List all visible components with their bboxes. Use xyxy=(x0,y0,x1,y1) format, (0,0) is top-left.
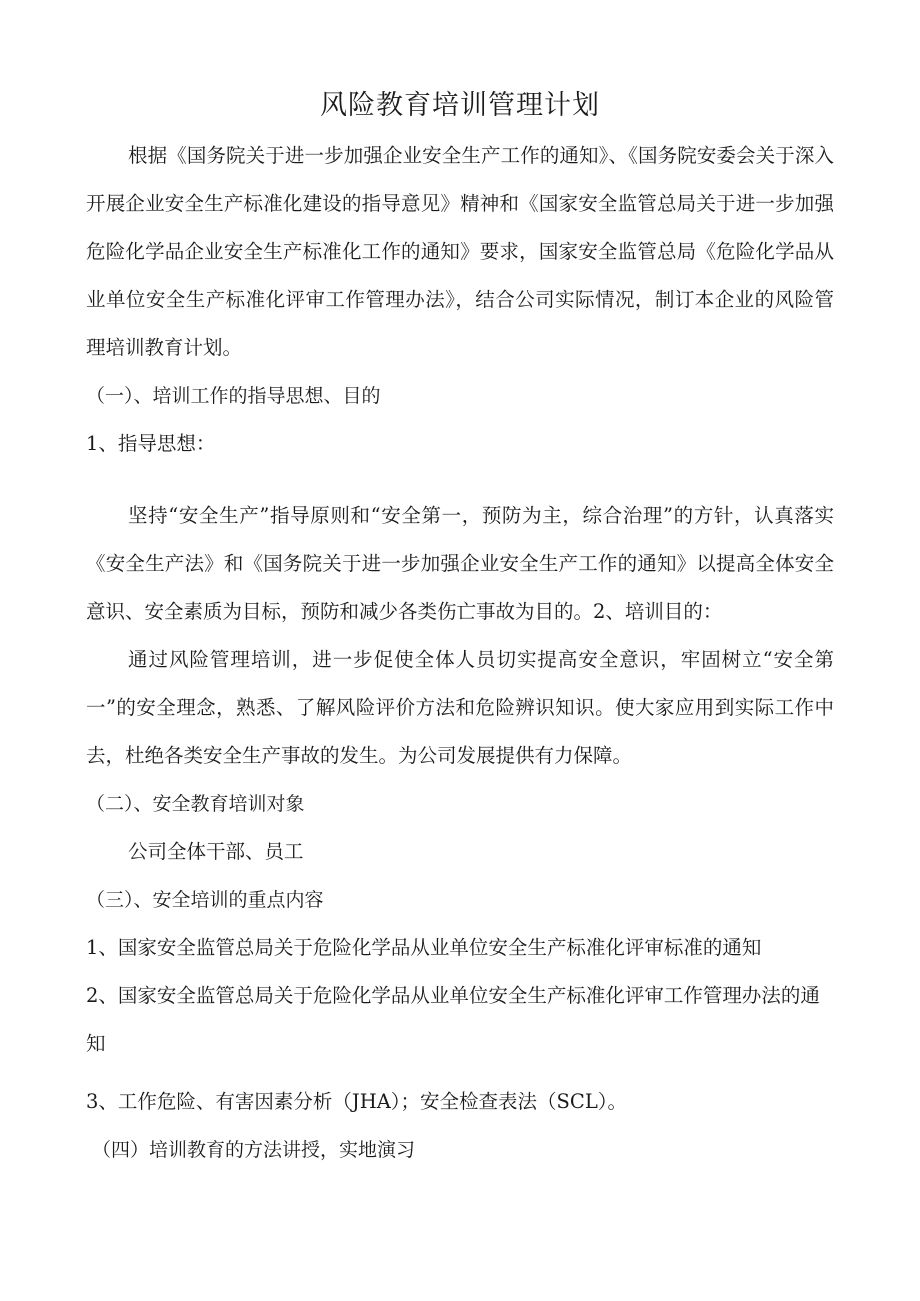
document-title: 风险教育培训管理计划 xyxy=(320,90,600,121)
section-4-heading: （四）培训教育的方法讲授，实地演习 xyxy=(92,1139,416,1161)
section-1-heading: （一）、培训工作的指导思想、目的 xyxy=(86,385,381,407)
section-2-text: 公司全体干部、员工 xyxy=(128,840,304,863)
section-1-paragraph-1: 坚持“安全生产”指导原则和“安全第一，预防为主，综合治理”的方针，认真落实《安全生产法》和《国务院关于进一步加强企业安全生产工作的通知》以提高全体安全意识、安全素质为目标，预防和减少各类伤亡事故为目的。2、培训目的： xyxy=(86,504,834,623)
spacer xyxy=(86,1068,834,1078)
spacer xyxy=(86,468,834,492)
section-3-item-2: 2、国家安全监管总局关于危险化学品从业单位安全生产标准化评审工作管理办法的通知 xyxy=(86,984,820,1055)
section-3-item-1: 1、国家安全监管总局关于危险化学品从业单位安全生产标准化评审标准的通知 xyxy=(86,936,762,959)
section-1-paragraph-2: 通过风险管理培训，进一步促使全体人员切实提高安全意识，牢固树立“安全第一”的安全理念，熟悉、了解风险评价方法和危险辨识知识。使大家应用到实际工作中去，杜绝各类安全生产事故的发生。为公司发展提供有力保障。 xyxy=(86,648,834,767)
section-3-heading: （三）、安全培训的重点内容 xyxy=(86,889,324,911)
section-2-heading: （二）、安全教育培训对象 xyxy=(86,793,305,815)
section-3-item-3: 3、工作危险、有害因素分析（JHA）；安全检查表法（SCL）。 xyxy=(86,1090,628,1113)
section-1-item-guiding-ideology: 1、指导思想： xyxy=(86,432,216,455)
intro-paragraph: 根据《国务院关于进一步加强企业安全生产工作的通知》、《国务院安委会关于深入开展企业安全生产标准化建设的指导意见》精神和《国家安全监管总局关于进一步加强危险化学品企业安全生产标准化工作的通知》要求，国家安全监管总局《危险化学品从业单位安全生产标准化评审工作管理办法》，结合公司实际情况，制订本企业的风险管理培训教育计划。 xyxy=(86,144,834,359)
document-page xyxy=(86,84,834,1174)
